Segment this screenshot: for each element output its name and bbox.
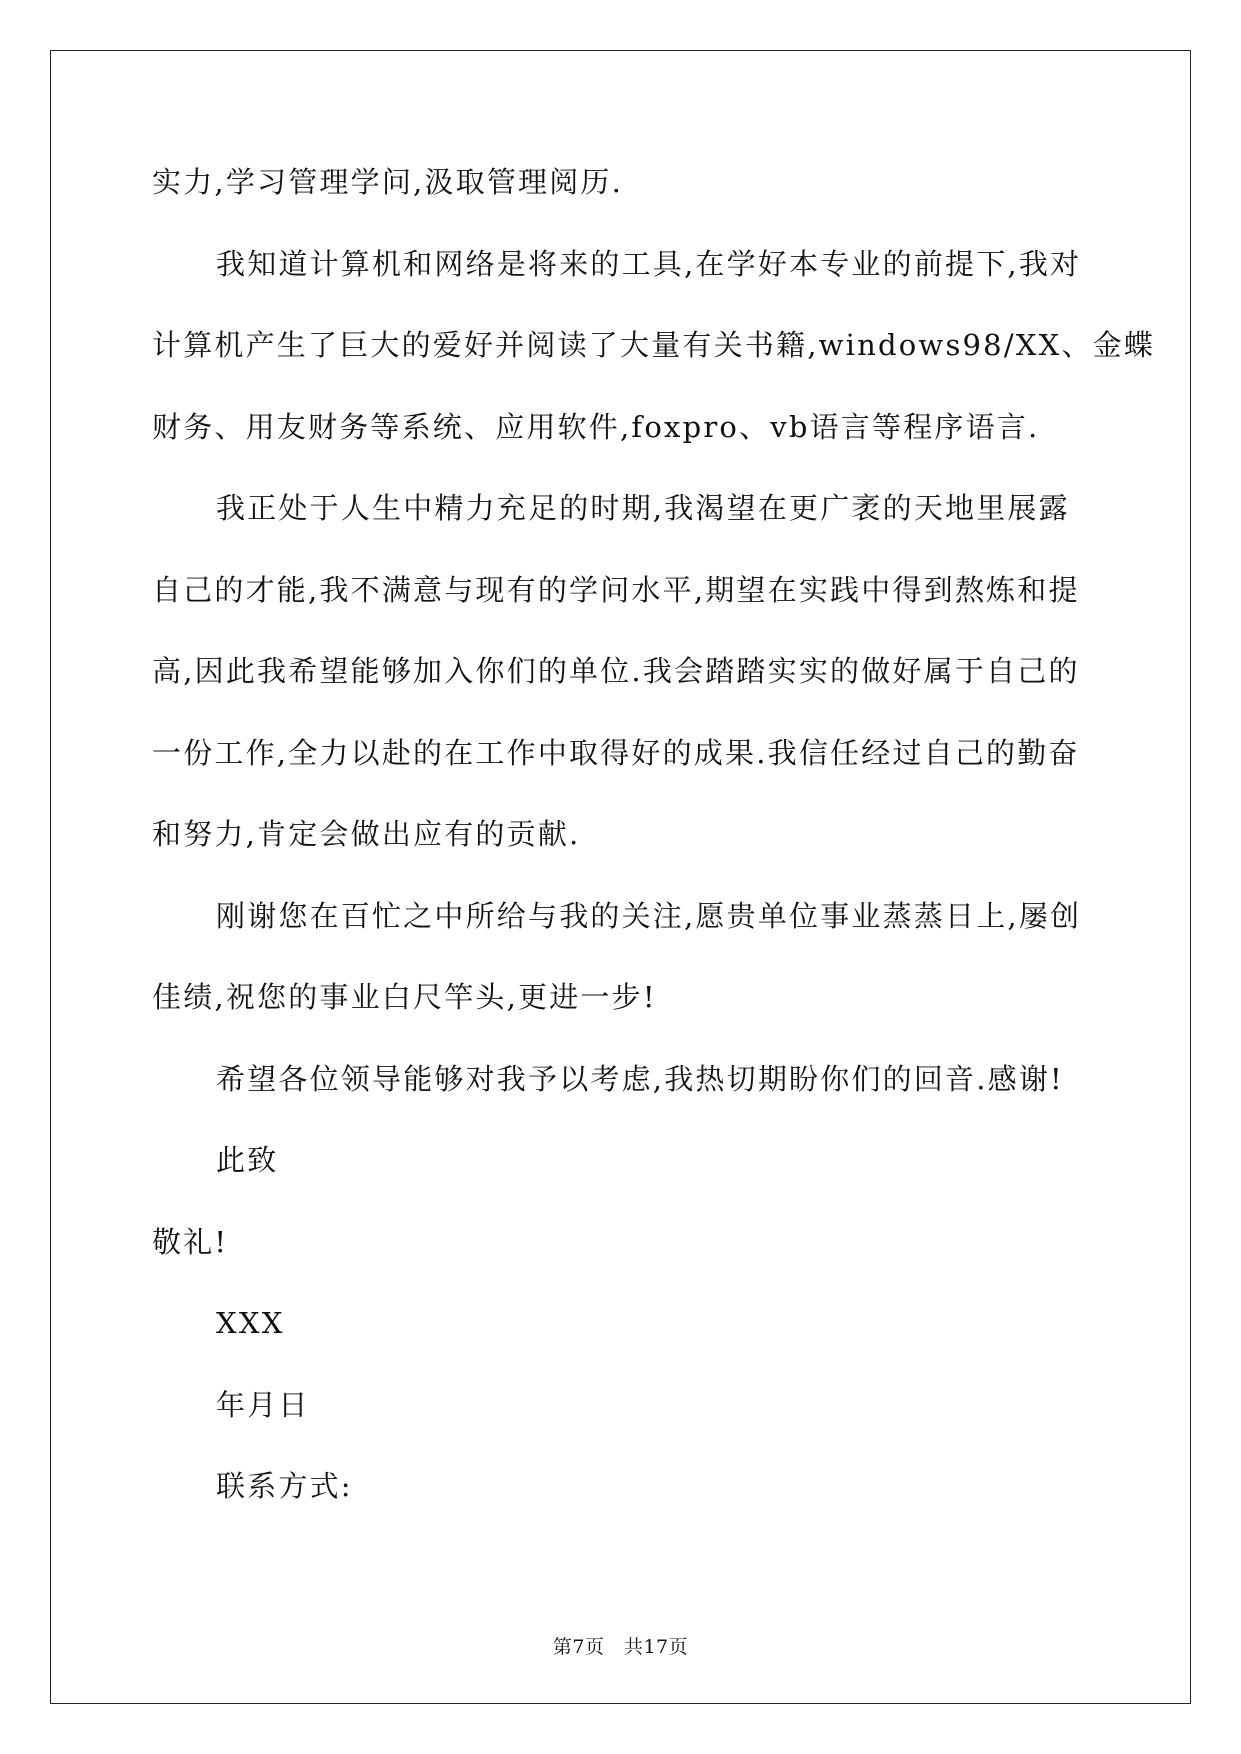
text-line: 计算机产生了巨大的爱好并阅读了大量有关书籍,windows98/XX、金蝶 [152, 328, 1156, 362]
signature-name: XXX [216, 1306, 285, 1340]
paragraph-start-line: 我正处于人生中精力充足的时期,我渴望在更广袤的天地里展露 [216, 491, 1070, 525]
text-line: 自己的才能,我不满意与现有的学问水平,期望在实践中得到熬炼和提 [152, 572, 1080, 607]
paragraph-start-line: 我知道计算机和网络是将来的工具,在学好本专业的前提下,我对 [216, 246, 1082, 281]
text-line: 财务、用友财务等系统、应用软件,foxpro、vb语言等程序语言. [152, 409, 1040, 444]
page-number-footer: 第7页 共17页 [552, 1636, 689, 1658]
closing-salutation: 此致 [216, 1143, 279, 1177]
text-line: 实力,学习管理学问,汲取管理阅历. [152, 165, 624, 199]
text-line: 和努力,肯定会做出应有的贡献. [152, 817, 581, 851]
letter-body [152, 162, 1156, 1548]
text-line: 一份工作,全力以赴的在工作中取得好的成果.我信任经过自己的勤奋 [152, 735, 1080, 770]
text-line: 高,因此我希望能够加入你们的单位.我会踏踏实实的做好属于自己的 [152, 654, 1080, 688]
contact-info-label: 联系方式: [216, 1469, 353, 1503]
text-line: 佳绩,祝您的事业白尺竿头,更进一步! [152, 980, 657, 1014]
paragraph-start-line: 刚谢您在百忙之中所给与我的关注,愿贵单位事业蒸蒸日上,屡创 [216, 898, 1082, 933]
paragraph-start-line: 希望各位领导能够对我予以考虑,我热切期盼你们的回音.感谢! [216, 1061, 1064, 1096]
signature-date: 年月日 [216, 1387, 310, 1422]
closing-respect: 敬礼! [152, 1224, 229, 1259]
